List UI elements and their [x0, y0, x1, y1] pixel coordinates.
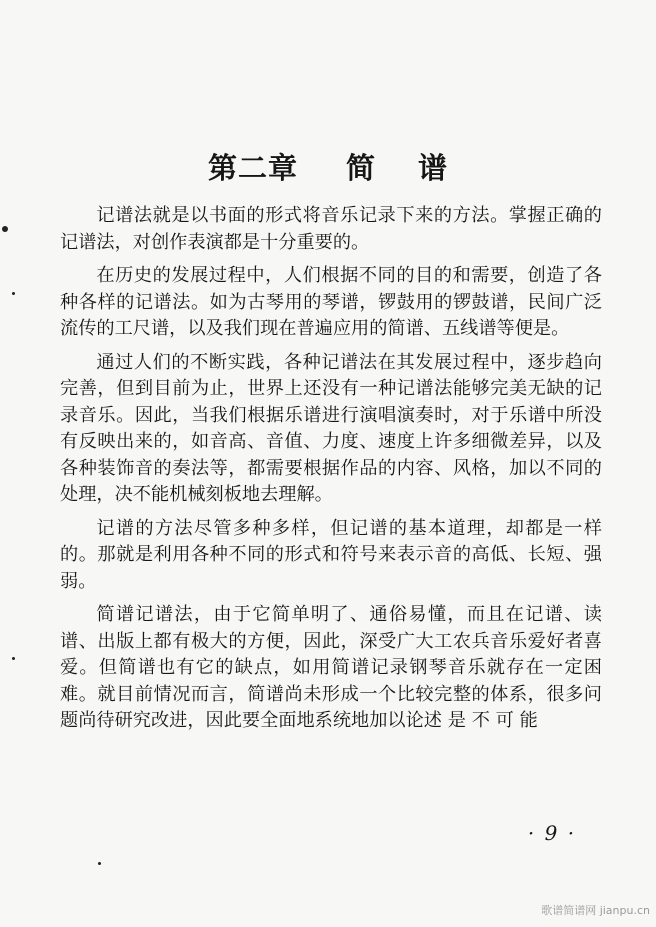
scan-speck [12, 657, 15, 660]
scan-speck [98, 862, 101, 865]
chapter-title-char-1: 简 [345, 151, 376, 185]
paragraph-4: 记谱的方法尽管多种多样，但记谱的基本道理，却都是一样的。那就是利用各种不同的形式和符号来表示音的高低、长短、强弱。 [60, 517, 602, 592]
paragraph-1: 记谱法就是以书面的形式将音乐记录下来的方法。掌握正确的记谱法，对创作表演都是十分重要的。 [60, 205, 602, 253]
paragraph-2: 在历史的发展过程中，人们根据不同的目的和需要，创造了各种各样的记谱法。如为古琴用的琴谱，锣鼓用的锣鼓谱，民间广泛流传的工尺谱，以及我们现在普遍应用的简谱、五线谱等便是。 [60, 265, 602, 339]
chapter-body [60, 203, 602, 742]
site-watermark: 歌谱简谱网 jianpu.cn [541, 904, 650, 917]
chapter-number: 第二章 [207, 151, 298, 185]
paragraph-5: 简谱记谱法，由于它简单明了、通俗易懂，而且在记谱、读谱、出版上都有极大的方便，因此，深受广大工农兵音乐爱好者喜爱。但简谱也有它的缺点，如用简谱记录钢琴音乐就存在一定困难。就目前情况而言，简谱尚未形成一个比较完整的体系，很多问题尚待研究改进，因此要全面地系统地加以论述 是 不 可 能 [60, 604, 602, 731]
scan-speck [2, 226, 8, 232]
chapter-title-char-2: 谱 [418, 151, 449, 185]
page-number: · 9 · [527, 821, 577, 845]
paragraph-3: 通过人们的不断实践，各种记谱法在其发展过程中，逐步趋向完善，但到目前为止，世界上还没有一种记谱法能够完美无缺的记录音乐。因此，当我们根据乐谱进行演唱演奏时，对于乐谱中所没有反映出来的，如音高、音值、力度、速度上许多细微差异，以及各种装饰音的奏法等，都需要根据作品的内容、风格，加以不同的处理，决不能机械刻板地去理解。 [60, 351, 602, 505]
scan-speck [12, 292, 15, 295]
chapter-heading [0, 146, 656, 187]
